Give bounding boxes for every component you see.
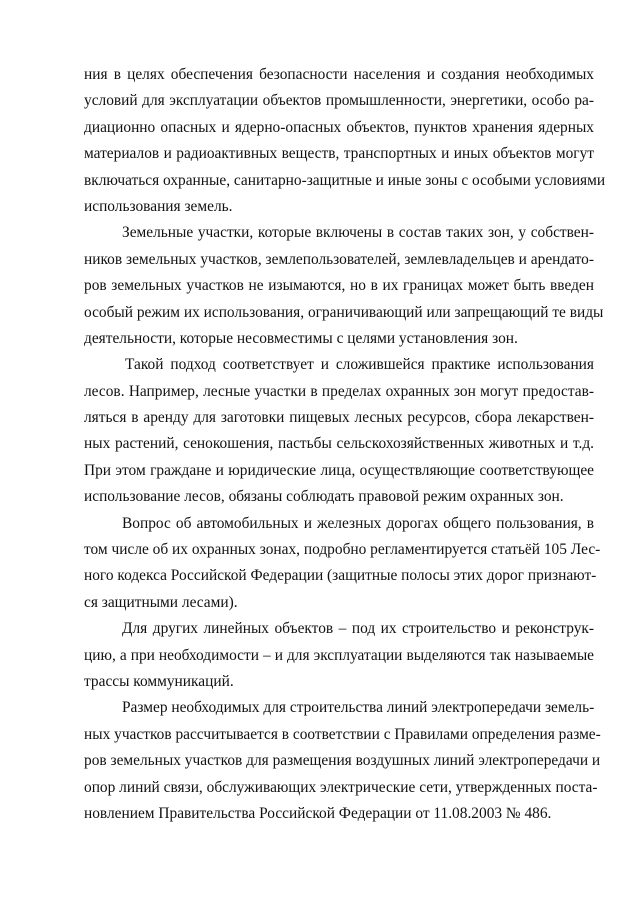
text-line: ров земельных участков для размещения воздушных линий электропередачи и xyxy=(84,752,601,770)
body-text xyxy=(84,62,606,827)
text-line: использования земель. xyxy=(84,197,233,215)
text-line: цию, а при необходимости – и для эксплуатации выделяются так называемые xyxy=(84,646,594,664)
text-line: ния в целях обеспечения безопасности населения и создания необходимых xyxy=(84,66,594,83)
text-line: деятельности, которые несовместимы с целями установления зон. xyxy=(84,329,518,347)
text-line: диационно опасных и ядерно-опасных объектов, пунктов хранения ядерных xyxy=(84,118,594,136)
text-line: трассы коммуникаций. xyxy=(84,672,234,690)
text-line: ного кодекса Российской Федерации (защитные полосы этих дорог признают- xyxy=(84,567,597,585)
text-line: использование лесов, обязаны соблюдать правовой режим охранных зон. xyxy=(84,488,564,506)
text-line: Размер необходимых для строительства линий электропередачи земель- xyxy=(122,699,595,717)
text-line: условий для эксплуатации объектов промышленности, энергетики, особо ра- xyxy=(84,92,594,110)
text-line: При этом граждане и юридические лица, осуществляющие соответствующее xyxy=(84,461,594,479)
paragraph xyxy=(84,62,606,220)
text-line: Такой подход соответствует и сложившейся практике использования xyxy=(125,356,594,374)
paragraph xyxy=(84,352,594,510)
paragraph xyxy=(84,511,601,617)
text-line: ров земельных участков не изымаются, но в их границах может быть введен xyxy=(84,277,594,295)
text-line: ся защитными лесами). xyxy=(84,593,238,611)
text-line: Земельные участки, которые включены в состав таких зон, у собствен- xyxy=(122,224,594,242)
paragraph xyxy=(84,616,594,695)
text-line: ников земельных участков, землепользователей, землевладельцев и арендато- xyxy=(84,250,594,268)
text-line: лесов. Например, лесные участки в пределах охранных зон могут предостав- xyxy=(84,382,594,400)
text-line: включаться охранные, санитарно-защитные и иные зоны с особыми условиями xyxy=(84,171,606,189)
text-line: Для других линейных объектов – под их строительство и реконструк- xyxy=(122,620,594,638)
text-line: опор линий связи, обслуживающих электрические сети, утвержденных поста- xyxy=(84,778,598,796)
text-line: ляться в аренду для заготовки пищевых лесных ресурсов, сбора лекарствен- xyxy=(84,409,594,427)
text-line: Вопрос об автомобильных и железных дорогах общего пользования, в xyxy=(122,514,594,532)
text-line: новлением Правительства Российской Федерации от 11.08.2003 № 486. xyxy=(84,804,552,822)
paragraph xyxy=(84,220,604,352)
text-line: материалов и радиоактивных веществ, транспортных и иных объектов могут xyxy=(84,145,594,163)
text-line: ных участков рассчитывается в соответствии с Правилами определения разме- xyxy=(84,725,601,743)
text-line: особый режим их использования, ограничивающий или запрещающий те виды xyxy=(84,303,604,321)
text-line: том числе об их охранных зонах, подробно регламентируется статьёй 105 Лес- xyxy=(84,541,601,559)
text-line: ных растений, сенокошения, пастьбы сельскохозяйственных животных и т.д. xyxy=(84,435,594,453)
paragraph xyxy=(84,695,601,827)
